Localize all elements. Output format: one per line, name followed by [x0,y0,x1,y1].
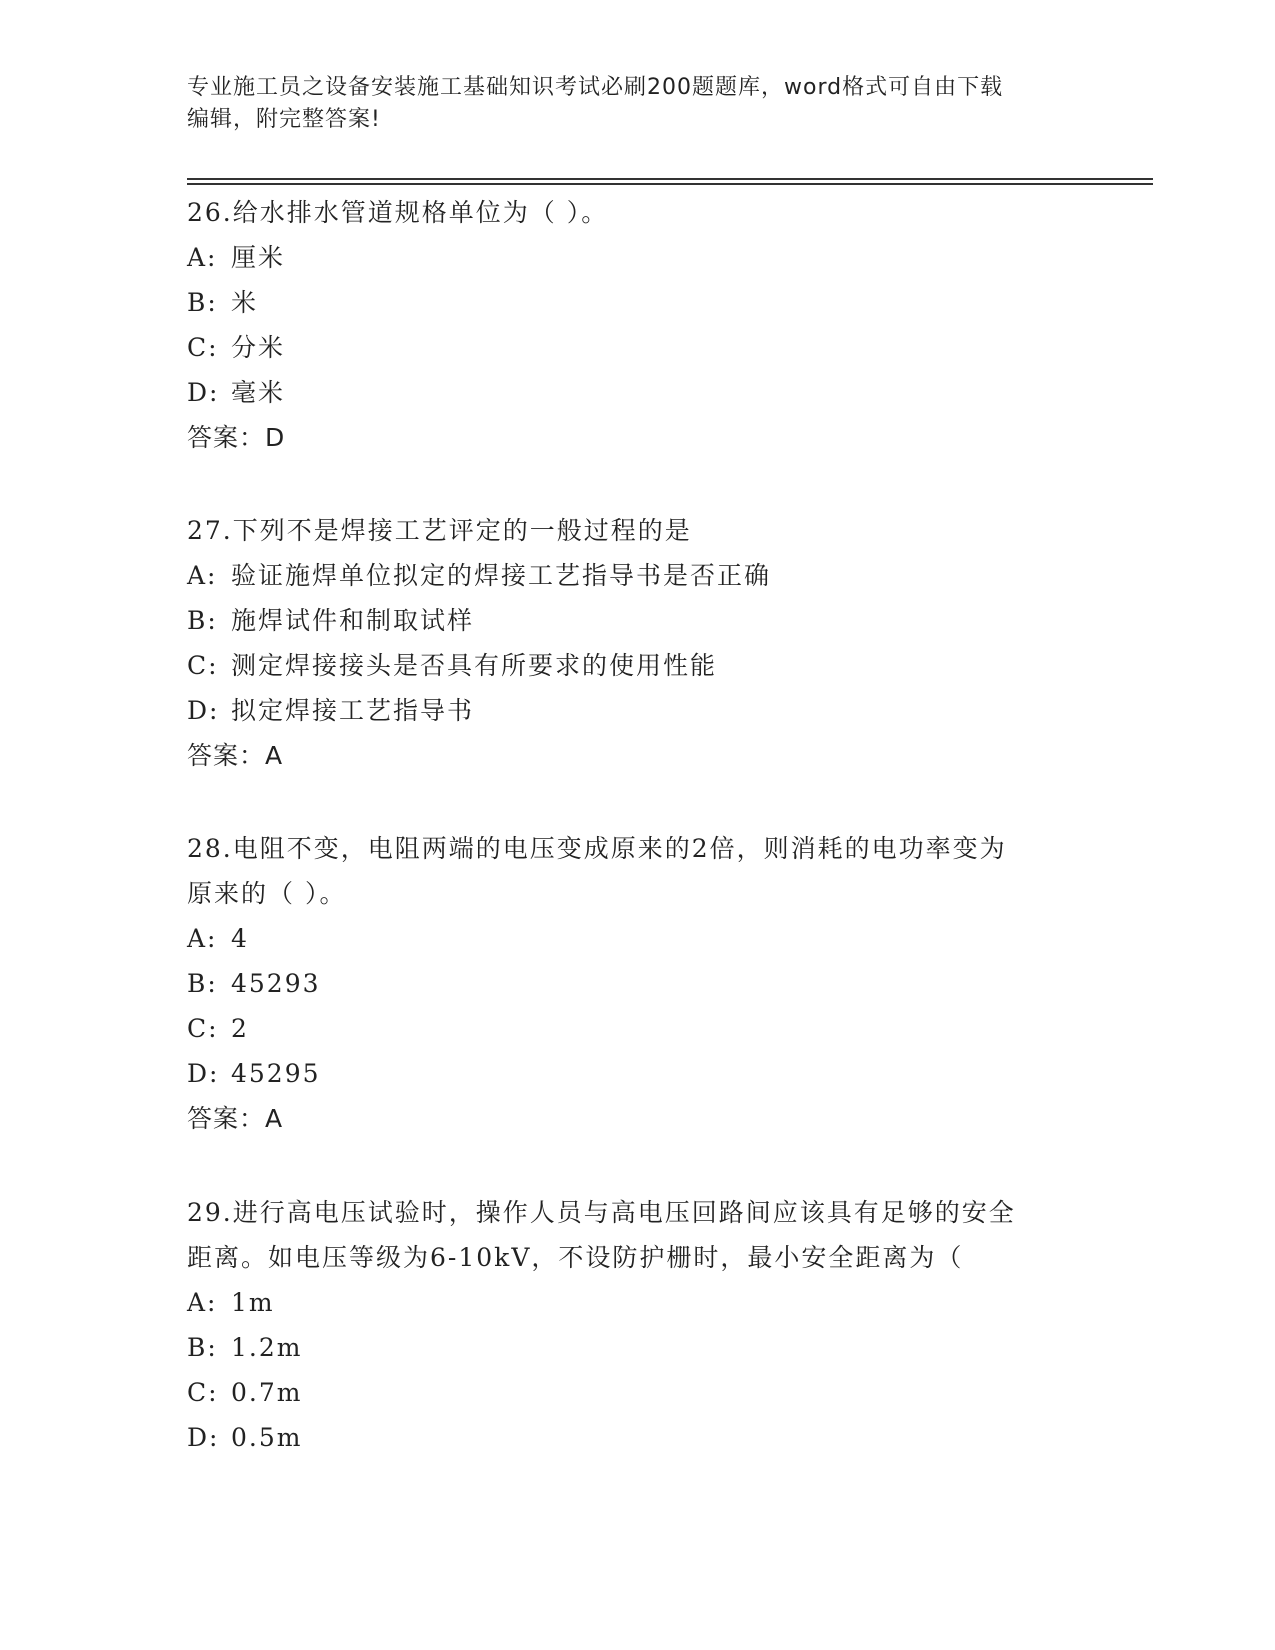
option-a [187,235,1087,280]
answer-line: 答案：A [187,741,284,770]
option-text: 45295 [231,1059,321,1088]
option-text: 4 [231,924,249,953]
option-letter: B: [187,606,218,635]
option-c [187,325,1087,370]
document-header [187,72,1087,136]
option-a [187,553,1087,598]
answer-line: 答案：D [187,423,286,452]
option-letter: B: [187,1333,218,1362]
option-letter: D: [187,378,220,407]
header-divider-top [187,178,1153,180]
question-stem: 26.给水排水管道规格单位为（ ）。 [187,198,609,227]
option-text: 毫米 [231,378,286,407]
option-b [187,280,1087,325]
option-text: 1.2m [231,1333,303,1362]
option-c [187,1370,1087,1415]
option-b [187,961,1087,1006]
option-text: 2 [231,1014,249,1043]
option-text: 米 [231,288,259,317]
option-d [187,688,1087,733]
option-text: 厘米 [231,243,286,272]
option-letter: A: [187,243,218,272]
question-28 [187,826,1087,1141]
option-letter: C: [187,333,219,362]
option-text: 0.5m [231,1423,303,1452]
header-line-2: 编辑，附完整答案! [187,107,381,132]
question-stem-line-1: 28.电阻不变，电阻两端的电压变成原来的2倍，则消耗的电功率变为 [187,834,1007,863]
option-d [187,1415,1087,1460]
option-c [187,1006,1087,1051]
question-stem-line-1: 29.进行高电压试验时，操作人员与高电压回路间应该具有足够的安全 [187,1198,1016,1227]
question-stem-line-2: 距离。如电压等级为6-10kV，不设防护栅时，最小安全距离为（ [187,1243,964,1272]
option-letter: D: [187,1423,220,1452]
question-29 [187,1190,1087,1460]
option-letter: B: [187,969,218,998]
option-letter: C: [187,1378,219,1407]
option-text: 施焊试件和制取试样 [231,606,475,635]
option-c [187,643,1087,688]
question-stem: 27.下列不是焊接工艺评定的一般过程的是 [187,516,692,545]
option-text: 测定焊接接头是否具有所要求的使用性能 [231,651,718,680]
option-letter: B: [187,288,218,317]
question-stem-line-2: 原来的（ ）。 [187,879,347,908]
question-26 [187,190,1087,460]
option-letter: A: [187,924,218,953]
option-d [187,1051,1087,1096]
option-text: 分米 [231,333,286,362]
option-b [187,598,1087,643]
option-text: 0.7m [231,1378,303,1407]
option-letter: C: [187,1014,219,1043]
option-b [187,1325,1087,1370]
option-text: 45293 [231,969,321,998]
option-a [187,1280,1087,1325]
option-d [187,370,1087,415]
answer-line: 答案：A [187,1104,284,1133]
header-divider-bottom [187,183,1153,185]
option-letter: A: [187,1288,218,1317]
option-text: 1m [231,1288,275,1317]
option-letter: D: [187,696,220,725]
option-letter: C: [187,651,219,680]
option-letter: A: [187,561,218,590]
option-a [187,916,1087,961]
header-line-1: 专业施工员之设备安装施工基础知识考试必刷200题题库，word格式可自由下载 [187,75,1004,100]
question-27 [187,508,1087,778]
option-text: 验证施焊单位拟定的焊接工艺指导书是否正确 [231,561,772,590]
option-letter: D: [187,1059,220,1088]
option-text: 拟定焊接工艺指导书 [231,696,475,725]
